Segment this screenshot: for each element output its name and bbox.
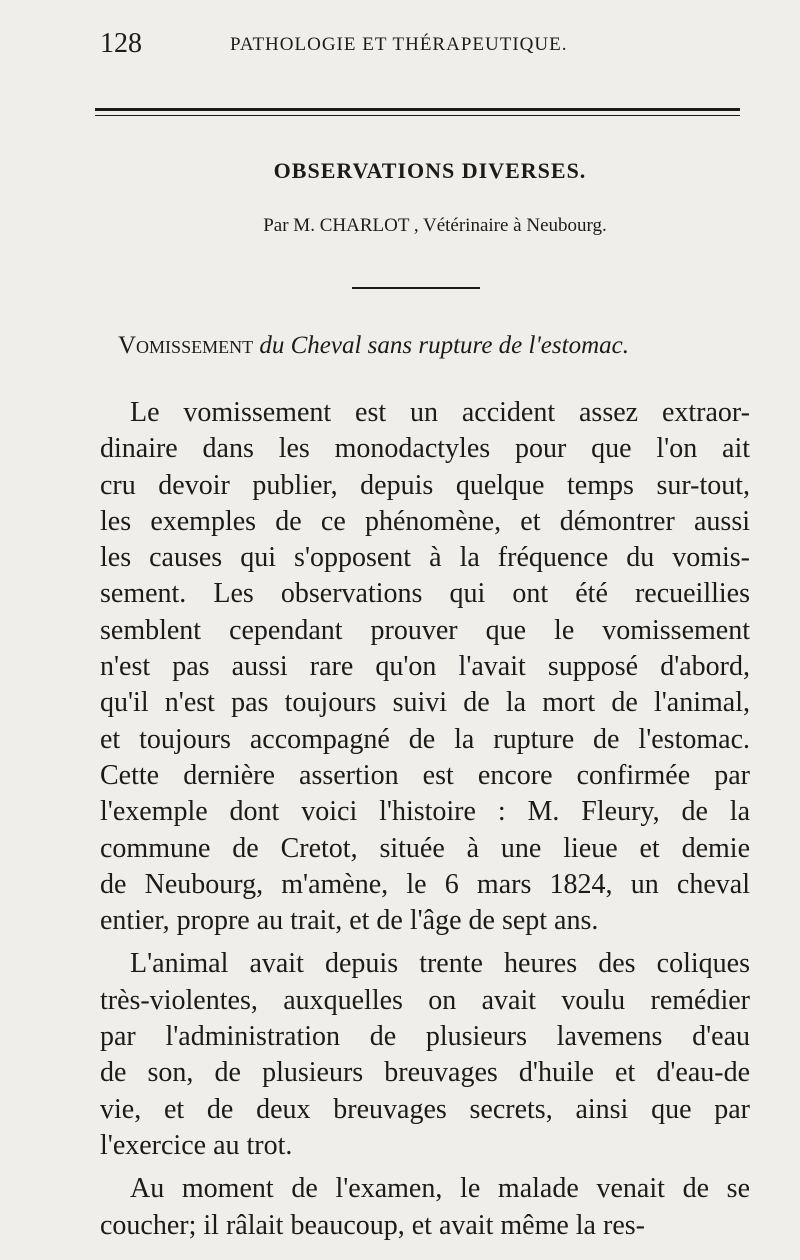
text-line: vie, et de deux breuvages secrets, ainsi que par: [100, 1093, 750, 1125]
page-header: [100, 28, 740, 62]
running-head: PATHOLOGIE ET THÉRAPEUTIQUE.: [230, 34, 568, 55]
paragraph: [100, 395, 750, 939]
text-line: Cette dernière assertion est encore confirmée par: [100, 759, 750, 791]
text-line: coucher; il râlait beaucoup, et avait même la res-: [100, 1209, 645, 1241]
header-rule-thick: [95, 108, 740, 111]
article-title-smallcaps: Vomissement: [118, 332, 254, 359]
text-line: les exemples de ce phénomène, et démontrer aussi: [100, 505, 750, 537]
text-line: les causes qui s'opposent à la fréquence du vomis-: [100, 542, 750, 574]
article-title-italic: du Cheval sans rupture de l'estomac.: [253, 332, 629, 359]
text-line: L'animal avait depuis trente heures des coliques: [130, 948, 750, 980]
text-line: l'exercice au trot.: [100, 1129, 293, 1161]
text-line: très-violentes, auxquelles on avait voulu remédier: [100, 984, 750, 1016]
text-line: l'exemple dont voici l'histoire : M. Fleury, de la: [100, 796, 750, 828]
text-line: Le vomissement est un accident assez extraor-: [130, 397, 750, 428]
text-line: et toujours accompagné de la rupture de l'estomac.: [100, 723, 750, 755]
header-rule-thin: [95, 115, 740, 116]
text-line: par l'administration de plusieurs lavemens d'eau: [100, 1021, 750, 1053]
text-line: entier, propre au trait, et de l'âge de sept ans.: [100, 905, 599, 937]
text-line: de son, de plusieurs breuvages d'huile et d'eau-de: [100, 1057, 750, 1089]
text-line: sement. Les observations qui ont été recueillies: [100, 578, 750, 610]
text-line: qu'il n'est pas toujours suivi de la mort de l'animal,: [100, 687, 750, 719]
paragraph: [100, 946, 750, 1164]
separator-rule: [352, 287, 480, 289]
paragraph: [100, 1171, 750, 1244]
byline: Par M. CHARLOT , Vétérinaire à Neubourg.: [263, 215, 607, 236]
text-line: de Neubourg, m'amène, le 6 mars 1824, un cheval: [100, 868, 750, 900]
article-title: [118, 332, 748, 360]
page-number: 128: [100, 28, 142, 59]
text-line: n'est pas aussi rare qu'on l'avait supposé d'abord,: [100, 651, 750, 683]
text-line: dinaire dans les monodactyles pour que l'on ait: [100, 433, 750, 465]
text-line: Au moment de l'examen, le malade venait de se: [130, 1173, 750, 1205]
body-text: [100, 395, 750, 1244]
text-line: commune de Cretot, située à une lieue et demie: [100, 832, 750, 864]
text-line: cru devoir publier, depuis quelque temps sur-tout,: [100, 469, 750, 501]
section-title: OBSERVATIONS DIVERSES.: [273, 158, 587, 183]
text-line: semblent cependant prouver que le vomissement: [100, 614, 750, 646]
